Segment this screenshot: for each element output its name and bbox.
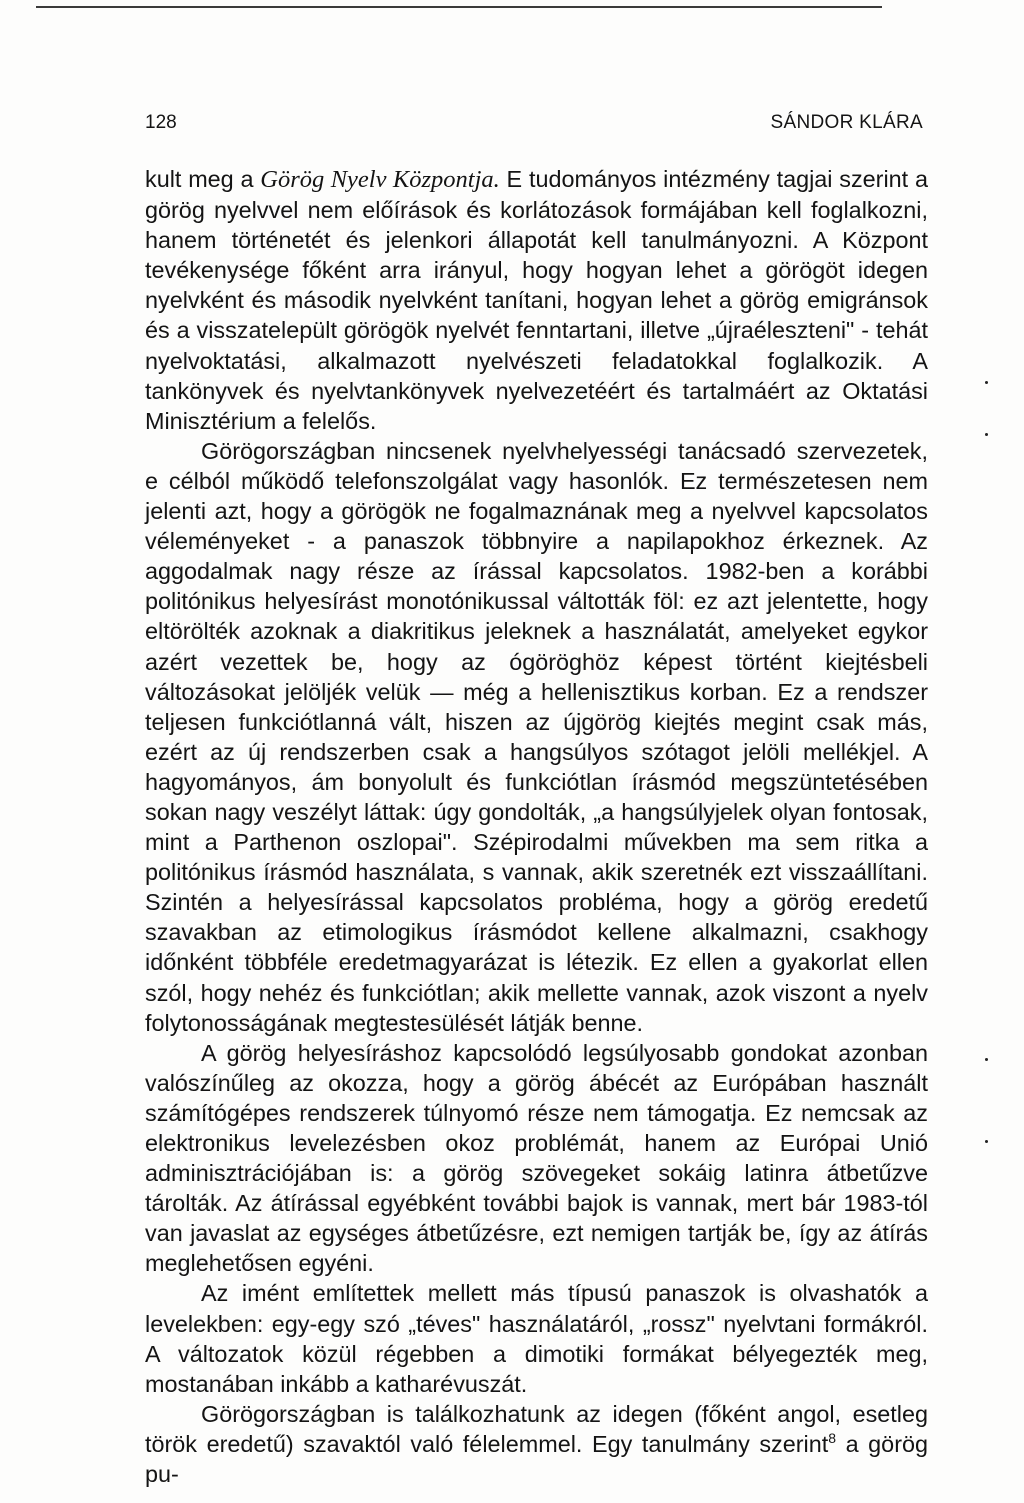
paragraph (145, 164, 928, 436)
text-run: E tudományos intézmény tagjai szerint a görög nyelvvel nem előírások és korlátozások formájában kell foglalkozni, hanem történetét és jelenkori állapotát kell tanulmányozni. A Központ tevékenysége főként arra irányul, hogy hogyan lehet a görögöt idegen nyelvként és második nyelvként tanítani, hogyan lehet a görög emigránsok és a visszatelepült görögök nyelvét fenntartani, illetve „újraéleszteni" - tehát nyelvoktatási, alkalmazott nyelvészeti feladatokkal foglalkozik. A tankönyvek és nyelvtankönyvek nyelvezetéért és tartalmáért az Oktatási Minisztérium a felelős. (145, 166, 928, 434)
body-text (145, 164, 928, 1489)
text-run: kult meg a (145, 166, 261, 192)
page-number: 128 (145, 112, 177, 133)
text-run: Görögországban nincsenek nyelvhelyességi tanácsadó szervezetek, e célból működő telefonszolgálat vagy hasonlók. Ez természetesen nem jelenti azt, hogy a görögök ne fogalmaznának meg a nyelvvel kapcsolatos véleményeket - a panaszok többnyire a napilapokhoz érkeznek. Az aggodalmak nagy része az írással kapcsolatos. 1982-ben a korábbi politónikus helyesírást monotónikussal váltották föl: ez azt jelentette, hogy eltörölték azoknak a diakritikus jeleknek a használatát, amelyeket egykor azért vezettek be, hogy az ógöröghöz képest történt kiejtésbeli változásokat jelöljék velük — még a hellenisztikus korban. Ez a rendszer teljesen funkciótlanná vált, hiszen az újgörög kiejtés megint csak más, ezért az új rendszerben csak a hangsúlyos szótagot jelöli mellékjel. A hagyományos, ám bonyolult és funkciótlan írásmód megszüntetésében sokan nagy veszélyt láttak: úgy gondolták, „a hangsúlyjelek olyan fontosak, mint a Parthenon oszlopai". Szépirodalmi művekben ma sem ritka a politónikus írásmód használata, s vannak, akik szeretnék ezt visszaállítani. Szintén a helyesírással kapcsolatos probléma, hogy a görög eredetű szavakban az etimologikus írásmódot kellene alkalmazni, csakhogy időnként többféle eredetmagyarázat is létezik. Ez ellen a gyakorlat ellen szól, hogy nehéz és funkciótlan; akik mellette vannak, azok viszont a nyelv folytonosságának megtestesülését látják benne. (145, 437, 928, 1036)
top-edge-rule (36, 6, 882, 8)
running-head (145, 108, 923, 138)
scan-speck (985, 381, 988, 384)
footnote-marker[interactable]: 8 (828, 1430, 837, 1447)
scan-speck (985, 1140, 988, 1143)
text-run: Görögországban is találkozhatunk az idegen (főként angol, esetleg török eredetű) szavaktól való félelemmel. Egy tanulmány szerint (145, 1400, 928, 1457)
running-head-author: SÁNDOR KLÁRA (770, 112, 923, 133)
scan-speck (985, 433, 988, 436)
paragraph (145, 1278, 928, 1398)
text-run: a görög pu- (145, 1430, 929, 1488)
paragraph (145, 1399, 928, 1489)
text-run: A görög helyesíráshoz kapcsolódó legsúlyosabb gondokat azonban valószínűleg az okozza, hogy a görög ábécét az Európában használt számítógépes rendszerek túlnyomó része nem támogatja. Ez nemcsak az elektronikus levelezésben okoz problémát, hanem az Európai Unió adminisztrációjában is: a görög szövegeket sokáig latinra átbetűzve tárolták. Az átírással egyébként további bajok is vannak, mert bár 1983-tól van javaslat az egységes átbetűzésre, ezt nemigen tartják be, így az átírás meglehetősen egyéni. (145, 1039, 928, 1277)
italic-title: Görög Nyelv Központja. (260, 166, 500, 193)
paragraph (145, 436, 928, 1038)
text-run: Az imént említettek mellett más típusú panaszok is olvashatók a levelekben: egy-egy szó „téves" használatáról, „rossz" nyelvtani formákról. A változatok közül régebben a dimotiki formákat bélyegezték meg, mostanában inkább a katharévuszát. (145, 1280, 928, 1397)
scan-speck (985, 1058, 988, 1061)
paragraph (145, 1038, 928, 1279)
